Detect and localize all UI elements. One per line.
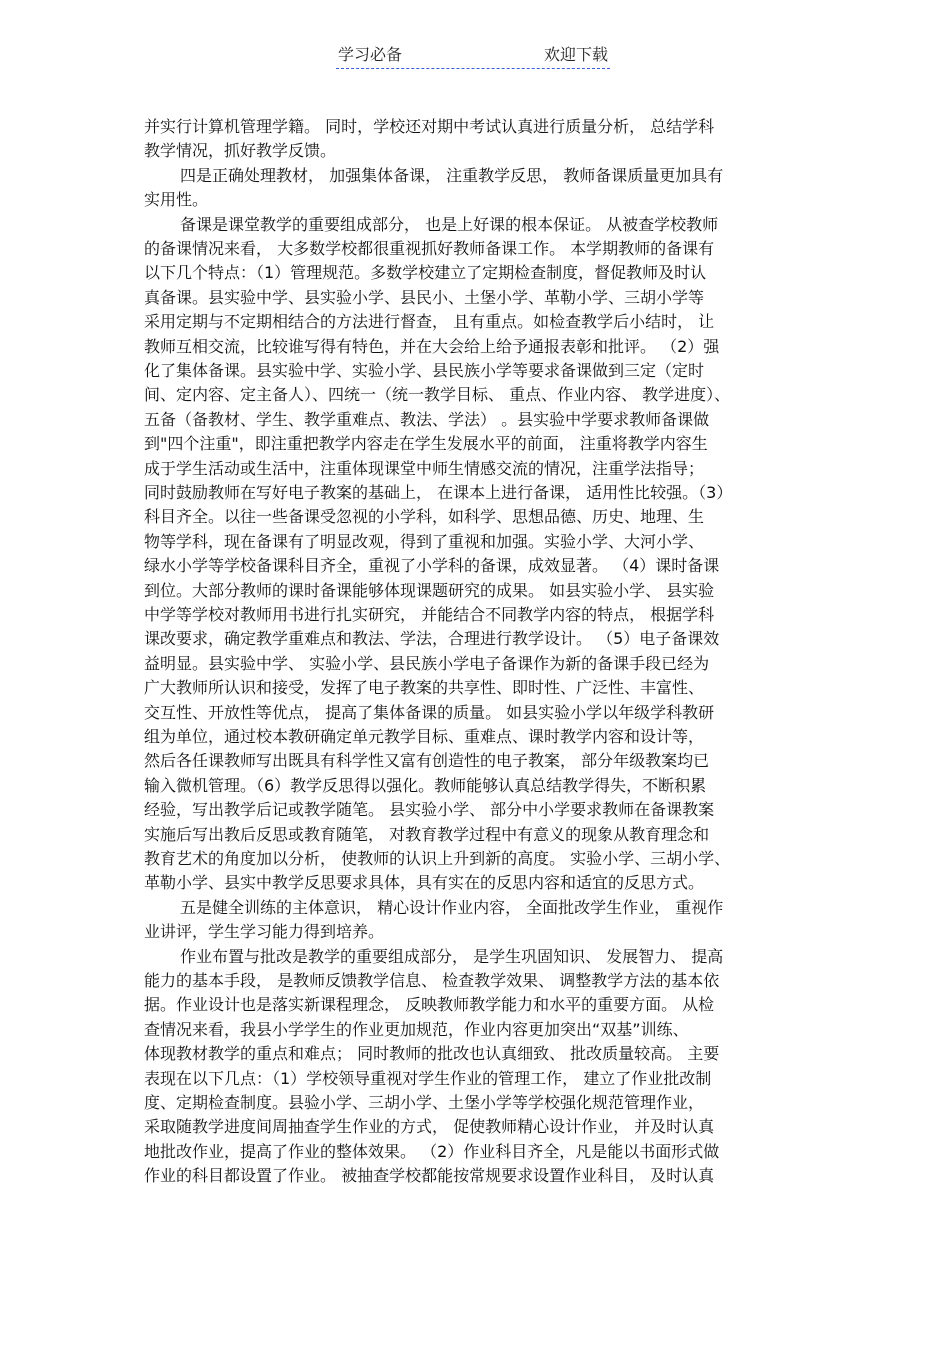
text-line: 课改要求，确定教学重难点和教法、学法，合理进行教学设计。 （5）电子备课效 (144, 629, 720, 649)
text-line: 物等学科，现在备课有了明显改观，得到了重视和加强。实验小学、大河小学、 (144, 531, 705, 551)
text-line: 革勒小学、县实中教学反思要求具体，具有实在的反思内容和适宜的反思方式。 (144, 873, 705, 893)
text-line: 化了集体备课。县实验中学、实验小学、县民族小学等要求备课做到三定（定时 (144, 361, 705, 380)
text-line: 表现在以下几点：（1）学校领导重视对学生作业的管理工作， 建立了作业批改制 (144, 1068, 712, 1088)
text-line: 真备课。县实验中学、县实验小学、县民小、土堡小学、革勒小学、三胡小学等 (144, 287, 705, 307)
header-left-text: 学习必备 (338, 45, 403, 64)
header-right-text: 欢迎下载 (543, 45, 608, 64)
text-line: 以下几个特点：（1）管理规范。多数学校建立了定期检查制度，督促教师及时认 (144, 263, 707, 283)
text-line: 的备课情况来看， 大多数学校都很重视抓好教师备课工作。 本学期教师的备课有 (144, 239, 715, 258)
text-line: 据。作业设计也是落实新课程理念， 反映教师教学能力和水平的重要方面。 从检 (144, 995, 715, 1015)
text-line: 实施后写出教后反思或教育随笔， 对教育教学过程中有意义的现象从教育理念和 (144, 824, 710, 844)
text-line: 备课是课堂教学的重要组成部分， 也是上好课的根本保证。 从被查学校教师 (180, 214, 719, 234)
text-line: 经验，写出教学后记或教学随笔。 县实验小学、 部分中小学要求教师在备课教案 (144, 800, 715, 820)
text-line: 地批改作业，提高了作业的整体效果。 （2）作业科目齐全，凡是能以书面形式做 (144, 1141, 720, 1161)
text-line: 交互性、开放性等优点， 提高了集体备课的质量。 如县实验小学以年级学科教研 (144, 702, 715, 722)
text-line: 并实行计算机管理学籍。 同时，学校还对期中考试认真进行质量分析， 总结学科 (144, 117, 715, 136)
text-line: 作业的科目都设置了作业。 被抽查学校都能按常规要求设置作业科目， 及时认真 (144, 1166, 715, 1186)
text-line: 查情况来看，我县小学学生的作业更加规范，作业内容更加突出“双基”训练、 (144, 1019, 689, 1039)
text-line: 教育艺术的角度加以分析， 使教师的认识上升到新的高度。 实验小学、三胡小学、 (144, 849, 731, 868)
text-line: 科目齐全。以往一些备课受忽视的小学科，如科学、思想品德、历史、地理、生 (144, 507, 705, 527)
text-line: 五是健全训练的主体意识， 精心设计作业内容， 全面批改学生作业， 重视作 (180, 897, 724, 917)
text-line: 业讲评，学生学习能力得到培养。 (144, 922, 385, 942)
text-line: 成于学生活动或生活中，注重体现课堂中师生情感交流的情况，注重学法指导； (144, 458, 705, 478)
text-line: 益明显。县实验中学、 实验小学、县民族小学电子备课作为新的备课手段已经为 (144, 653, 710, 673)
text-line: 体现教材教学的重点和难点； 同时教师的批改也认真细致、 批改质量较高。 主要 (144, 1044, 720, 1064)
text-line: 中学等学校对教师用书进行扎实研究， 并能结合不同教学内容的特点， 根据学科 (144, 605, 715, 624)
text-line: 作业布置与批改是教学的重要组成部分， 是学生巩固知识、 发展智力、 提高 (180, 946, 724, 966)
text-line: 到位。大部分教师的课时备课能够体现课题研究的成果。 如县实验小学、 县实验 (144, 580, 715, 600)
text-line: 实用性。 (144, 190, 209, 210)
text-line: 教学情况，抓好教学反馈。 (144, 141, 337, 161)
text-line: 组为单位，通过校本教研确定单元教学目标、重难点、课时教学内容和设计等， (144, 727, 705, 746)
text-line: 教师互相交流，比较谁写得有特色，并在大会给上给予通报表彰和批评。 （2）强 (144, 336, 720, 356)
text-line: 间、定内容、定主备人）、四统一（统一教学目标、 重点、作业内容、 教学进度）、 (144, 385, 731, 405)
text-line: 同时鼓励教师在写好电子教案的基础上， 在课本上进行备课， 适用性比较强。（3） (144, 483, 733, 502)
text-line: 绿水小学等学校备课科目齐全，重视了小学科的备课，成效显著。 （4）课时备课 (144, 556, 720, 576)
text-line: 采用定期与不定期相结合的方法进行督查， 且有重点。如检查教学后小结时， 让 (144, 312, 715, 332)
text-line: 度、定期检查制度。县验小学、三胡小学、土堡小学等学校强化规范管理作业， (144, 1093, 705, 1112)
text-line: 然后各任课教师写出既具有科学性又富有创造性的电子教案， 部分年级教案均已 (144, 751, 710, 771)
page-header (336, 40, 610, 69)
text-line: 到"四个注重"，即注重把教学内容走在学生发展水平的前面， 注重将教学内容生 (144, 434, 708, 454)
text-line: 广大教师所认识和接受，发挥了电子教案的共享性、即时性、广泛性、丰富性、 (144, 678, 705, 698)
text-line: 输入微机管理。（6）教学反思得以强化。教师能够认真总结教学得失，不断积累 (144, 775, 707, 795)
text-line: 五备（备教材、学生、教学重难点、教法、学法） 。县实验中学要求教师备课做 (144, 409, 710, 429)
text-line: 能力的基本手段， 是教师反馈教学信息、 检查教学效果、 调整教学方法的基本依 (144, 971, 720, 990)
text-line: 采取随教学进度间周抽查学生作业的方式， 促使教师精心设计作业， 并及时认真 (144, 1117, 715, 1137)
text-line: 四是正确处理教材， 加强集体备课， 注重教学反思， 教师备课质量更加具有 (180, 165, 724, 185)
